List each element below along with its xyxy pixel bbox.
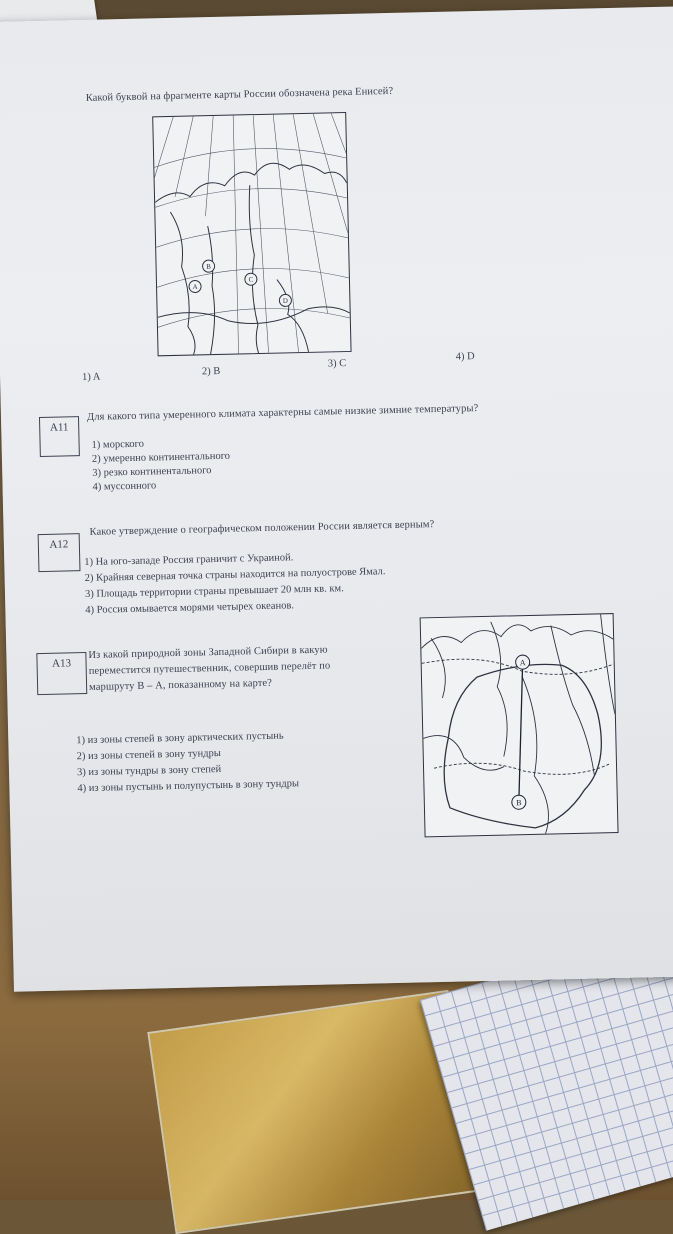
- q10-map: [152, 112, 351, 356]
- q11-option-2[interactable]: 2) умеренно континентального: [91, 450, 231, 465]
- q11-option-1[interactable]: 1) морского: [91, 438, 145, 451]
- q10-label-c: C: [248, 275, 254, 284]
- q10-map-drawing: [153, 113, 350, 355]
- q11-option-4[interactable]: 4) муссонного: [92, 480, 157, 493]
- test-sheet: [0, 6, 673, 992]
- q13-map: [420, 613, 619, 837]
- q12-number: А12: [49, 538, 69, 551]
- q13-map-drawing: [421, 614, 618, 836]
- q10-label-b: B: [206, 262, 212, 271]
- q13-title-line-3: маршруту В – А, показанному на карте?: [88, 677, 273, 693]
- q10-title: Какой буквой на фрагменте карты России обозначена река Енисей?: [85, 85, 394, 104]
- q12-option-3[interactable]: 3) Площадь территории страны превышает 20 млн кв. км.: [84, 583, 344, 601]
- q11-number: А11: [49, 421, 69, 434]
- q12-option-2[interactable]: 2) Крайняя северная точка страны находится на полуострове Ямал.: [84, 566, 386, 585]
- q13-option-4[interactable]: 4) из зоны пустынь и полупустынь в зону тундры: [77, 778, 300, 795]
- q11-title: Для какого типа умеренного климата характерны самые низкие зимние температуры?: [86, 403, 479, 423]
- q13-number-box: [36, 652, 87, 695]
- q13-option-2[interactable]: 2) из зоны степей в зону тундры: [76, 747, 221, 763]
- q10-label-d: D: [282, 296, 289, 305]
- q11-option-3[interactable]: 3) резко континентального: [92, 465, 212, 479]
- q10-option-4[interactable]: 4) D: [455, 351, 475, 363]
- q13-label-a: A: [519, 658, 526, 668]
- q13-title-line-1: Из какой природной зоны Западной Сибири в какую: [88, 644, 328, 661]
- q12-option-1[interactable]: 1) На юго-западе Россия граничит с Украиной.: [84, 552, 294, 569]
- q12-title: Какое утверждение о географическом положении России является верным?: [89, 519, 435, 538]
- q10-option-1[interactable]: 1) A: [81, 371, 101, 384]
- q13-option-1[interactable]: 1) из зоны степей в зону арктических пустынь: [76, 730, 284, 747]
- q10-option-3[interactable]: 3) C: [327, 358, 347, 370]
- q10-label-a: A: [192, 282, 198, 292]
- q11-number-box: [39, 416, 80, 457]
- q12-number-box: [38, 533, 81, 572]
- q10-option-2[interactable]: 2) B: [201, 365, 221, 378]
- q13-label-b: B: [516, 798, 522, 808]
- q13-option-3[interactable]: 3) из зоны тундры в зону степей: [76, 763, 222, 779]
- q13-title-line-2: переместится путешественник, совершив перелёт по: [88, 660, 331, 677]
- q12-option-4[interactable]: 4) Россия омывается морями четырех океанов.: [85, 600, 295, 617]
- q13-number: А13: [51, 657, 72, 670]
